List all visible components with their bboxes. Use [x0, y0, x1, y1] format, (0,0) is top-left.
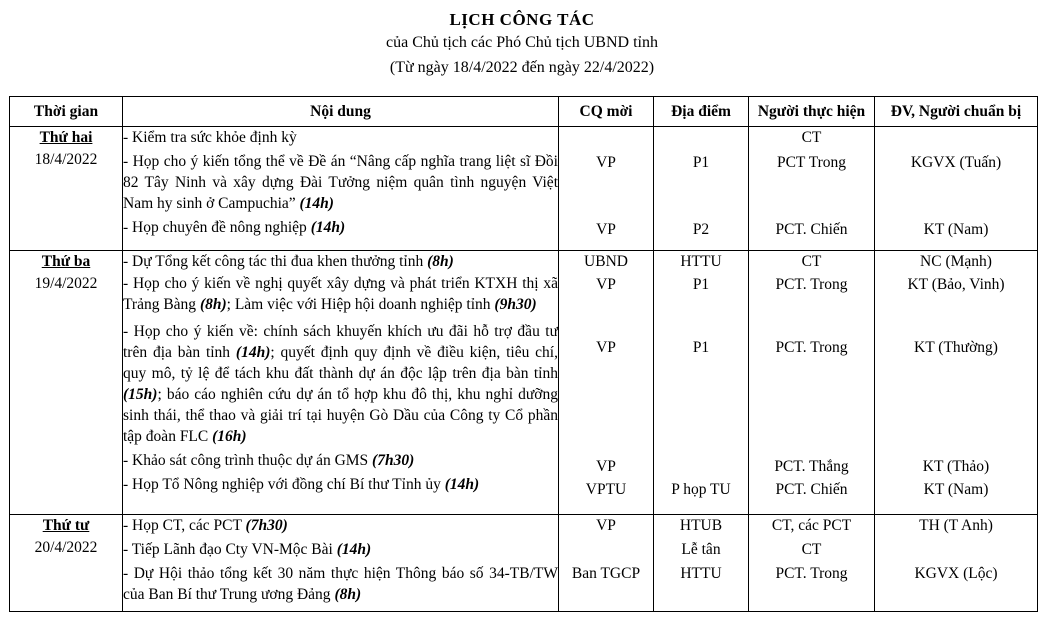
list-item: - Dự Tổng kết công tác thi đua khen thưởng tỉnh (8h) [123, 253, 454, 270]
executor-cell: CT PCT Trong PCT. Chiến [749, 127, 875, 251]
table-header-row [10, 97, 1038, 127]
day-date: 18/4/2022 [34, 151, 98, 168]
day-name: Thứ ba [41, 253, 91, 270]
cq-cell: VP VP [559, 127, 654, 251]
executor-cell: CT, các PCT CT PCT. Trong [749, 515, 875, 612]
list-item: - Kiểm tra sức khỏe định kỳ [123, 129, 297, 146]
location-cell: HTUB Lễ tân HTTU [654, 515, 749, 612]
location-cell: HTTU P1 P1 P họp TU [654, 251, 749, 515]
preparer-cell: KGVX (Tuấn) KT (Nam) [875, 127, 1038, 251]
header-executor: Người thực hiện [749, 97, 875, 127]
day-name: Thứ hai [39, 129, 93, 146]
day-date: 19/4/2022 [34, 275, 98, 292]
preparer-cell: NC (Mạnh) KT (Bảo, Vinh) KT (Thường) KT (Thảo) KT (Nam) [875, 251, 1038, 515]
content-cell [123, 127, 559, 251]
header-cq: CQ mời [559, 97, 654, 127]
content-cell [123, 251, 559, 515]
document-title: LỊCH CÔNG TÁC [449, 10, 595, 29]
day-cell [10, 515, 123, 612]
table-row [10, 127, 1038, 251]
list-item: - Tiếp Lãnh đạo Cty VN-Mộc Bài (14h) [123, 541, 372, 558]
list-item: - Khảo sát công trình thuộc dự án GMS (7h30) [123, 452, 415, 469]
header-content: Nội dung [123, 97, 559, 127]
header-preparer: ĐV, Người chuẩn bị [875, 97, 1038, 127]
table-row [10, 515, 1038, 612]
cq-cell: VP Ban TGCP [559, 515, 654, 612]
day-date: 20/4/2022 [34, 539, 98, 556]
list-item: - Họp Tổ Nông nghiệp với đồng chí Bí thư Tỉnh ủy (14h) [123, 476, 480, 493]
list-item: - Họp chuyên đề nông nghiệp (14h) [123, 219, 346, 236]
preparer-cell: TH (T Anh) KGVX (Lộc) [875, 515, 1038, 612]
cq-cell: UBND VP VP VP VPTU [559, 251, 654, 515]
executor-cell: CT PCT. Trong PCT. Trong PCT. Thắng PCT. Chiến [749, 251, 875, 515]
schedule-table [9, 96, 1038, 612]
day-cell [10, 251, 123, 515]
header-location: Địa điểm [654, 97, 749, 127]
date-range: (Từ ngày 18/4/2022 đến ngày 22/4/2022) [389, 59, 655, 76]
header-time: Thời gian [10, 97, 123, 127]
location-cell: P1 P2 [654, 127, 749, 251]
list-item: - Họp cho ý kiến về nghị quyết xây dựng và phát triển KTXH thị xã Trảng Bàng (8h); Làm việc với Hiệp hội doanh nghiệp tỉnh (9h30) [123, 275, 558, 313]
list-item: - Họp cho ý kiến tổng thể về Đề án “Nâng cấp nghĩa trang liệt sĩ Đồi 82 Tây Ninh và xây dựng Đài Tưởng niệm quân tình nguyện Việt Nam hy sinh ở Campuchia” (14h) [123, 153, 558, 212]
document-subtitle: của Chủ tịch các Phó Chủ tịch UBND tỉnh [386, 34, 658, 51]
list-item: - Họp CT, các PCT (7h30) [123, 517, 288, 534]
table-row [10, 251, 1038, 515]
day-name: Thứ tư [42, 517, 90, 534]
list-item: - Dự Hội thảo tổng kết 30 năm thực hiện Thông báo số 34-TB/TW của Ban Bí thư Trung ương Đảng (8h) [123, 565, 558, 603]
list-item: - Họp cho ý kiến về: chính sách khuyến khích ưu đãi hỗ trợ đầu tư trên địa bàn tỉnh (14h); quyết định quy định về điều kiện, tiêu chí, quy mô, tỷ lệ để tách khu đất thành dự án độc lập trên địa bàn tỉnh (15h); báo cáo nghiên cứu dự án tổ hợp khu đô thị, khu nghỉ dưỡng sinh thái, thể thao và giải trí tại huyện Gò Dầu của Công ty Cổ phần tập đoàn FLC (16h) [123, 323, 558, 445]
content-cell [123, 515, 559, 612]
day-cell [10, 127, 123, 251]
